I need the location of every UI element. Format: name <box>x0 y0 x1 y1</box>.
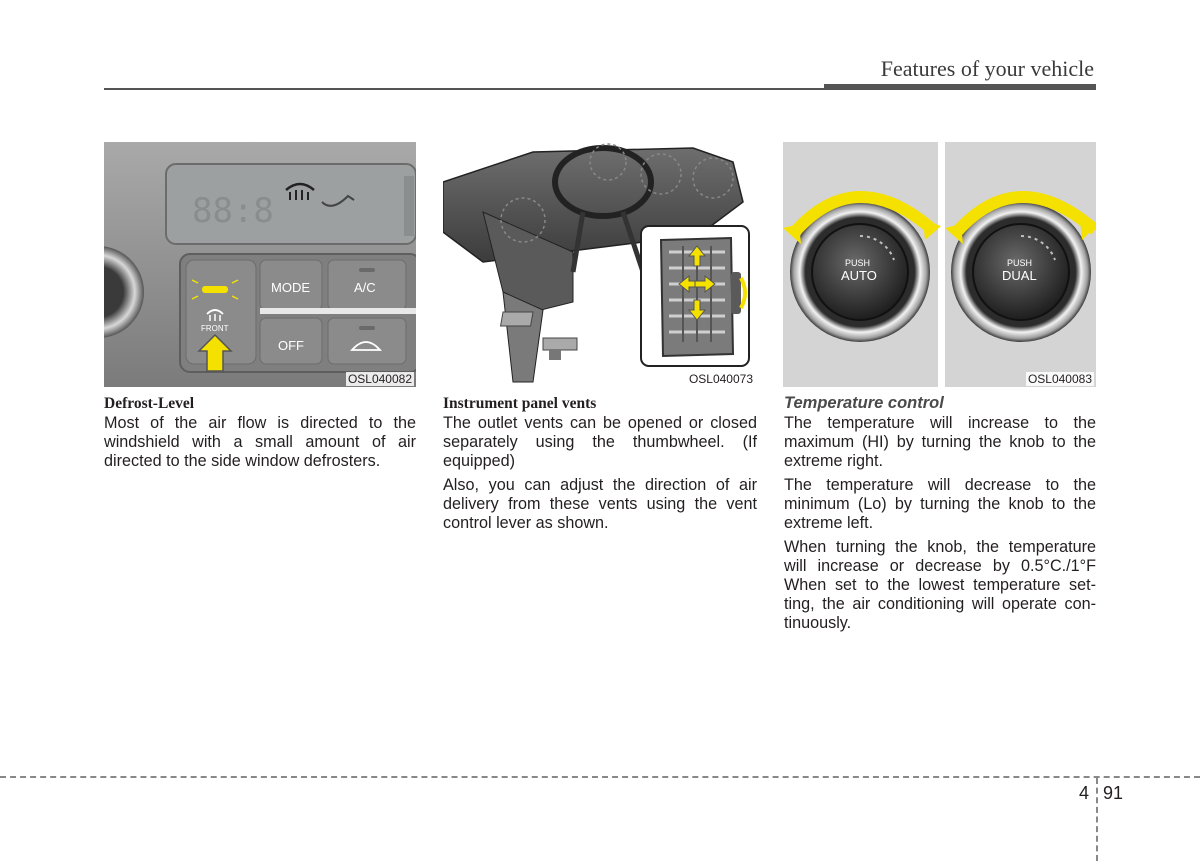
section-heading: Instrument panel vents <box>443 395 597 412</box>
header-rule-bold <box>824 84 1096 90</box>
knob-auto-line1: PUSH <box>845 258 871 268</box>
off-button-label: OFF <box>278 338 304 353</box>
page-number: 91 <box>1103 783 1124 803</box>
figure-code: OSL040083 <box>1027 372 1092 386</box>
mode-button-label: MODE <box>271 280 310 295</box>
figure-instrument-vents <box>443 142 757 387</box>
section-heading: Temperature control <box>784 394 944 412</box>
paragraph: When turning the knob, the temperature will increase or decrease by 0.5°C./1°F When set to the lowest temperature set-ting, the air conditioning will operate con-tinuously. <box>784 538 1096 632</box>
column-defrost-level <box>104 394 416 476</box>
paragraph: The temperature will increase to the maximum (HI) by turning the knob to the extreme right. <box>784 414 1096 470</box>
figure-code: OSL040073 <box>688 372 753 386</box>
figure-defrost-panel <box>104 142 416 387</box>
thumbwheel-icon <box>731 272 741 314</box>
section-heading: Defrost-Level <box>104 395 195 412</box>
paragraph: Most of the air flow is directed to the windshield with a small amount of air directed to the side window defrosters. <box>104 414 416 470</box>
display-digits: 88:8 <box>192 191 274 231</box>
header-rule <box>104 88 824 90</box>
chapter-number: 4 <box>1079 783 1090 803</box>
defrost-indicator-light <box>202 286 228 293</box>
column-temperature-control <box>784 394 1096 638</box>
knob-dual-line2: DUAL <box>1002 268 1037 283</box>
front-button-label: FRONT <box>201 324 229 333</box>
column-instrument-vents <box>443 394 757 538</box>
footer-rule <box>0 776 1200 778</box>
ac-button-label: A/C <box>354 280 376 295</box>
section-title: Features of your vehicle <box>880 56 1094 81</box>
figure-temperature-knobs <box>783 142 1096 387</box>
paragraph: The outlet vents can be opened or closed separately using the thumbwheel. (If equipped) <box>443 414 757 470</box>
paragraph: Also, you can adjust the direction of air delivery from these vents using the vent control lever as shown. <box>443 476 757 532</box>
figure-code: OSL040082 <box>347 372 412 386</box>
temperature-knobs-illustration <box>783 142 1096 387</box>
footer-divider <box>1096 778 1098 861</box>
defrost-panel-illustration <box>104 142 416 387</box>
dashboard-illustration <box>443 142 757 387</box>
paragraph: The temperature will decrease to the minimum (Lo) by turning the knob to the extreme left. <box>784 476 1096 532</box>
knob-auto-line2: AUTO <box>841 268 877 283</box>
knob-dual-line1: PUSH <box>1007 258 1033 268</box>
